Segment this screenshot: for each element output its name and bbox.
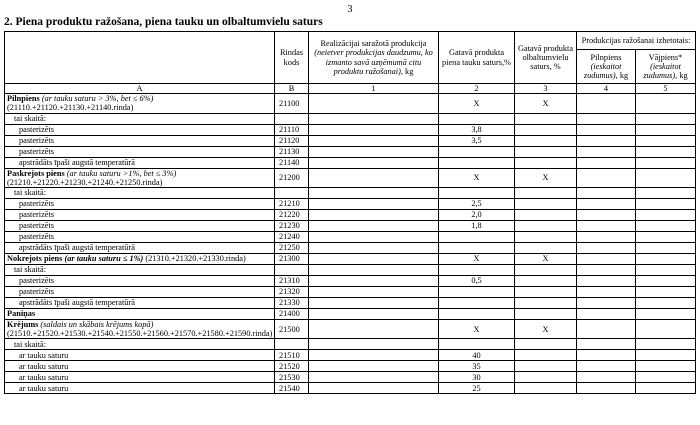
cell-col-5[interactable] — [636, 221, 696, 232]
row-code: 21330 — [275, 298, 309, 309]
row-label: pasterizēts — [19, 147, 55, 156]
row-code: 21310 — [275, 276, 309, 287]
header-col-b: Rindas kods — [275, 32, 309, 84]
cell-col-5[interactable] — [636, 254, 696, 265]
cell-col-2[interactable]: 30 — [439, 372, 515, 383]
cell-col-3[interactable] — [515, 232, 577, 243]
cell-col-1[interactable] — [309, 113, 439, 124]
cell-col-3[interactable] — [515, 298, 577, 309]
table-row — [5, 113, 696, 124]
row-label-cell — [5, 276, 275, 287]
cell-col-4[interactable] — [577, 157, 636, 168]
cell-col-1[interactable] — [309, 124, 439, 135]
row-label: tai skaitā: — [14, 265, 47, 275]
cell-col-3[interactable] — [515, 350, 577, 361]
cell-col-1[interactable] — [309, 221, 439, 232]
cell-col-4[interactable] — [577, 188, 636, 199]
table-row — [5, 199, 696, 210]
cell-col-2[interactable]: 1,8 — [439, 221, 515, 232]
row-label-cell — [5, 339, 275, 350]
column-letter-row — [5, 84, 696, 94]
row-label: pasterizēts — [19, 210, 55, 220]
column-letter: 4 — [577, 84, 636, 94]
row-category-note: (ar tauku saturu ≤ 1%) — [62, 254, 144, 264]
table-row — [5, 350, 696, 361]
table-row — [5, 168, 696, 187]
cell-col-5[interactable] — [636, 157, 696, 168]
row-label-cell — [5, 113, 275, 124]
row-label: ar tauku saturu — [19, 372, 69, 382]
column-letter: B — [275, 84, 309, 94]
table-row — [5, 276, 696, 287]
header-col-4-plain: Pilnpiens — [590, 52, 622, 62]
cell-col-1[interactable] — [309, 276, 439, 287]
header-col-5-plain: Vājpiens* — [648, 52, 683, 62]
section-title: 2. Piena produktu ražošana, piena tauku un olbaltumvielu saturs — [4, 16, 323, 28]
cell-col-1[interactable] — [309, 372, 439, 383]
header-col-5 — [636, 50, 696, 84]
cell-col-5[interactable] — [636, 276, 696, 287]
cell-col-2[interactable] — [439, 157, 515, 168]
row-code: 21300 — [275, 254, 309, 265]
cell-col-1[interactable] — [309, 309, 439, 320]
row-formula: (21310.+21320.+21330.rinda) — [143, 254, 246, 264]
table-row — [5, 221, 696, 232]
row-label: ar tauku saturu — [19, 350, 69, 360]
cell-col-4[interactable] — [577, 146, 636, 157]
row-label: tai skaitā: — [14, 339, 47, 349]
header-col-1-suffix: , kg — [400, 66, 414, 76]
cell-col-5[interactable] — [636, 265, 696, 276]
row-code: 21400 — [275, 309, 309, 320]
row-label: tai skaitā: — [14, 188, 47, 198]
row-code — [275, 339, 309, 350]
row-category: Paniņas — [7, 309, 36, 319]
cell-col-4[interactable] — [577, 243, 636, 254]
header-col-45-group: Produkcijas ražošanai izhetotais: — [577, 32, 696, 50]
cell-col-5[interactable] — [636, 320, 696, 339]
cell-col-5[interactable] — [636, 188, 696, 199]
cell-col-1[interactable] — [309, 287, 439, 298]
row-code: 21210 — [275, 199, 309, 210]
cell-col-5[interactable] — [636, 168, 696, 187]
cell-col-5[interactable] — [636, 361, 696, 372]
table-row — [5, 265, 696, 276]
table-row — [5, 210, 696, 221]
row-code: 21250 — [275, 243, 309, 254]
row-label: pasterizēts — [19, 232, 55, 242]
cell-col-1[interactable] — [309, 135, 439, 146]
cell-col-2[interactable] — [439, 298, 515, 309]
table-row — [5, 372, 696, 383]
cell-col-2[interactable]: X — [439, 254, 515, 265]
cell-col-1[interactable] — [309, 350, 439, 361]
cell-col-3[interactable] — [515, 146, 577, 157]
cell-col-2[interactable]: 0,5 — [439, 276, 515, 287]
row-code — [275, 188, 309, 199]
row-label: apstrādāts īpaši augstā temperatūrā — [19, 243, 135, 253]
cell-col-1[interactable] — [309, 320, 439, 339]
cell-col-4[interactable] — [577, 320, 636, 339]
row-label-cell — [5, 383, 275, 394]
row-code: 21200 — [275, 168, 309, 187]
row-label: pasterizēts — [19, 287, 55, 297]
cell-col-5[interactable] — [636, 243, 696, 254]
cell-col-5[interactable] — [636, 350, 696, 361]
row-code — [275, 113, 309, 124]
header-col-4 — [577, 50, 636, 84]
row-code: 21510 — [275, 350, 309, 361]
cell-col-3[interactable] — [515, 361, 577, 372]
row-category: Nokrejots piens — [7, 254, 63, 264]
cell-col-2[interactable] — [439, 113, 515, 124]
row-label: ar tauku saturu — [19, 361, 69, 371]
row-label: apstrādāts īpaši augstā temperatūrā — [19, 298, 135, 308]
cell-col-3[interactable] — [515, 383, 577, 394]
cell-col-2[interactable] — [439, 243, 515, 254]
cell-col-4[interactable] — [577, 254, 636, 265]
cell-col-3[interactable] — [515, 243, 577, 254]
row-label: pasterizēts — [19, 221, 55, 231]
table-row — [5, 320, 696, 339]
row-code: 21140 — [275, 157, 309, 168]
column-letter: 5 — [636, 84, 696, 94]
table-row — [5, 243, 696, 254]
cell-col-3[interactable] — [515, 221, 577, 232]
table-row — [5, 157, 696, 168]
header-col-a — [5, 32, 275, 84]
column-letter: 2 — [439, 84, 515, 94]
row-code: 21130 — [275, 146, 309, 157]
cell-col-2[interactable] — [439, 232, 515, 243]
cell-col-2[interactable] — [439, 339, 515, 350]
table-row — [5, 383, 696, 394]
production-table — [4, 31, 696, 394]
cell-col-3[interactable] — [515, 113, 577, 124]
table-row — [5, 287, 696, 298]
row-label-cell — [5, 94, 275, 113]
cell-col-2[interactable]: 3,5 — [439, 135, 515, 146]
table-row — [5, 361, 696, 372]
cell-col-1[interactable] — [309, 146, 439, 157]
row-label-cell — [5, 265, 275, 276]
row-code: 21530 — [275, 372, 309, 383]
row-label-cell — [5, 320, 275, 339]
cell-col-4[interactable] — [577, 265, 636, 276]
cell-col-5[interactable] — [636, 124, 696, 135]
row-label: pasterizēts — [19, 136, 55, 145]
cell-col-3[interactable] — [515, 210, 577, 221]
row-label-cell — [5, 298, 275, 309]
column-letter: 1 — [309, 84, 439, 94]
cell-col-3[interactable] — [515, 124, 577, 135]
row-label: pasterizēts — [19, 199, 55, 209]
cell-col-4[interactable] — [577, 309, 636, 320]
cell-col-5[interactable] — [636, 372, 696, 383]
table-row — [5, 254, 696, 265]
cell-col-3[interactable]: X — [515, 94, 577, 113]
table-row — [5, 124, 696, 135]
header-col-4-suffix: , kg — [615, 71, 629, 81]
cell-col-5[interactable] — [636, 287, 696, 298]
cell-col-2[interactable]: 2,5 — [439, 199, 515, 210]
cell-col-3[interactable] — [515, 287, 577, 298]
row-code: 21220 — [275, 210, 309, 221]
row-label-cell — [5, 372, 275, 383]
cell-col-2[interactable] — [439, 309, 515, 320]
cell-col-4[interactable] — [577, 210, 636, 221]
page-number: 3 — [347, 4, 353, 15]
cell-col-3[interactable] — [515, 157, 577, 168]
row-label-cell — [5, 124, 275, 135]
row-category: Krējums — [7, 320, 39, 330]
cell-col-3[interactable] — [515, 339, 577, 350]
cell-col-3[interactable] — [515, 199, 577, 210]
cell-col-2[interactable]: 2,0 — [439, 210, 515, 221]
cell-col-5[interactable] — [636, 94, 696, 113]
table-row — [5, 232, 696, 243]
cell-col-5[interactable] — [636, 146, 696, 157]
cell-col-2[interactable]: X — [439, 94, 515, 113]
row-label-cell — [5, 221, 275, 232]
cell-col-4[interactable] — [577, 113, 636, 124]
row-category-note: (ar tauku saturu >1%, bet ≤ 3%) — [64, 168, 177, 178]
row-label-cell — [5, 146, 275, 157]
cell-col-5[interactable] — [636, 339, 696, 350]
cell-col-3[interactable]: X — [515, 254, 577, 265]
row-category-note: (ar tauku saturu > 3%, bet ≤ 6%) — [39, 94, 154, 104]
header-col-4-italic: (ieskaitot zudumus) — [583, 62, 622, 81]
table-row — [5, 298, 696, 309]
cell-col-2[interactable]: X — [439, 320, 515, 339]
row-label: pasterizēts — [19, 125, 55, 134]
cell-col-1[interactable] — [309, 157, 439, 168]
table-row — [5, 94, 696, 113]
table-row — [5, 188, 696, 199]
cell-col-4[interactable] — [577, 276, 636, 287]
cell-col-4[interactable] — [577, 339, 636, 350]
cell-col-1[interactable] — [309, 361, 439, 372]
cell-col-5[interactable] — [636, 232, 696, 243]
row-label: apstrādāts īpaši augstā temperatūrā — [19, 158, 135, 167]
cell-col-1[interactable] — [309, 210, 439, 221]
cell-col-2[interactable]: 40 — [439, 350, 515, 361]
row-label-cell — [5, 135, 275, 146]
cell-col-2[interactable] — [439, 265, 515, 276]
table-row — [5, 146, 696, 157]
row-code: 21120 — [275, 135, 309, 146]
cell-col-4[interactable] — [577, 361, 636, 372]
row-label-cell — [5, 254, 275, 265]
header-col-5-suffix: , kg — [675, 71, 688, 81]
cell-col-4[interactable] — [577, 94, 636, 113]
cell-col-2[interactable] — [439, 287, 515, 298]
row-label-cell — [5, 287, 275, 298]
row-formula: (21510.+21520.+21530.+21540.+21550.+21560.+21570.+21580.+21590.rinda) — [7, 329, 273, 339]
cell-col-1[interactable] — [309, 188, 439, 199]
header-col-1-plain: Realizācijai saražotā produkcija — [320, 39, 427, 49]
cell-col-1[interactable] — [309, 94, 439, 113]
cell-col-4[interactable] — [577, 350, 636, 361]
cell-col-2[interactable]: 3,8 — [439, 124, 515, 135]
row-code: 21100 — [275, 94, 309, 113]
cell-col-2[interactable]: 35 — [439, 361, 515, 372]
cell-col-1[interactable] — [309, 199, 439, 210]
row-formula: (21110.+21120.+21130.+21140.rinda) — [7, 103, 134, 113]
row-label: ar tauku saturu — [19, 383, 69, 393]
row-code: 21230 — [275, 221, 309, 232]
row-code: 21240 — [275, 232, 309, 243]
cell-col-2[interactable] — [439, 146, 515, 157]
row-code: 21520 — [275, 361, 309, 372]
cell-col-4[interactable] — [577, 199, 636, 210]
row-label-cell — [5, 243, 275, 254]
cell-col-3[interactable]: X — [515, 320, 577, 339]
cell-col-5[interactable] — [636, 298, 696, 309]
cell-col-5[interactable] — [636, 113, 696, 124]
cell-col-1[interactable] — [309, 383, 439, 394]
table-row — [5, 309, 696, 320]
cell-col-4[interactable] — [577, 383, 636, 394]
row-code: 21110 — [275, 124, 309, 135]
cell-col-3[interactable] — [515, 372, 577, 383]
cell-col-3[interactable] — [515, 188, 577, 199]
cell-col-2[interactable] — [439, 188, 515, 199]
cell-col-3[interactable] — [515, 276, 577, 287]
header-col-3: Gatavā produkta olbaltumvielu saturs, % — [515, 32, 577, 84]
row-label-cell — [5, 188, 275, 199]
row-code: 21540 — [275, 383, 309, 394]
row-category: Pilnpiens — [7, 94, 40, 104]
cell-col-5[interactable] — [636, 199, 696, 210]
cell-col-3[interactable] — [515, 265, 577, 276]
table-row — [5, 135, 696, 146]
row-label-cell — [5, 232, 275, 243]
cell-col-1[interactable] — [309, 232, 439, 243]
cell-col-2[interactable]: X — [439, 168, 515, 187]
cell-col-1[interactable] — [309, 168, 439, 187]
row-formula: (21210.+21220.+21230.+21240.+21250.rinda) — [7, 177, 163, 187]
row-label-cell — [5, 168, 275, 187]
cell-col-2[interactable]: 25 — [439, 383, 515, 394]
header-col-5-italic: (ieskaitot zudumus) — [643, 62, 681, 81]
header-col-2: Gatavā produkta piena tauku saturs,% — [439, 32, 515, 84]
row-code — [275, 265, 309, 276]
cell-col-1[interactable] — [309, 265, 439, 276]
table-row — [5, 339, 696, 350]
row-category-note: (saldais un skābais krējums kopā) — [38, 320, 154, 330]
row-label-cell — [5, 361, 275, 372]
cell-col-4[interactable] — [577, 168, 636, 187]
cell-col-1[interactable] — [309, 254, 439, 265]
cell-col-4[interactable] — [577, 232, 636, 243]
cell-col-3[interactable]: X — [515, 168, 577, 187]
cell-col-4[interactable] — [577, 124, 636, 135]
cell-col-1[interactable] — [309, 339, 439, 350]
column-letter: 3 — [515, 84, 577, 94]
cell-col-4[interactable] — [577, 221, 636, 232]
row-code: 21500 — [275, 320, 309, 339]
cell-col-5[interactable] — [636, 383, 696, 394]
row-label: pasterizēts — [19, 276, 55, 286]
cell-col-5[interactable] — [636, 135, 696, 146]
row-label: tai skaitā: — [14, 114, 47, 123]
row-label-cell — [5, 350, 275, 361]
header-col-1 — [309, 32, 439, 84]
cell-col-5[interactable] — [636, 210, 696, 221]
cell-col-3[interactable] — [515, 309, 577, 320]
column-letter: A — [5, 84, 275, 94]
cell-col-4[interactable] — [577, 298, 636, 309]
cell-col-4[interactable] — [577, 135, 636, 146]
row-category: Paskrejots piens — [7, 168, 65, 178]
cell-col-4[interactable] — [577, 287, 636, 298]
cell-col-1[interactable] — [309, 298, 439, 309]
cell-col-5[interactable] — [636, 309, 696, 320]
row-code: 21320 — [275, 287, 309, 298]
row-label-cell — [5, 210, 275, 221]
cell-col-4[interactable] — [577, 372, 636, 383]
row-label-cell — [5, 157, 275, 168]
row-label-cell — [5, 199, 275, 210]
cell-col-1[interactable] — [309, 243, 439, 254]
header-col-1-italic: (neietver produkcijas daudzumu, ko izmanto savā uzņēmumā citu produktu ražošanai) — [314, 48, 433, 76]
row-label-cell — [5, 309, 275, 320]
cell-col-3[interactable] — [515, 135, 577, 146]
